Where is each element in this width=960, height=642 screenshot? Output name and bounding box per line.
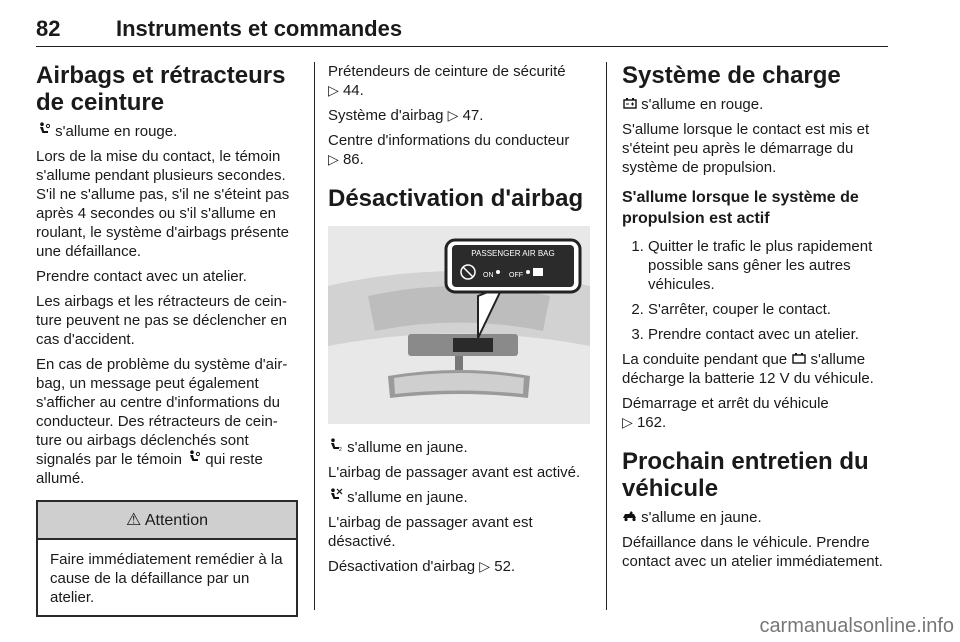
paragraph: En cas de problème du système d'airbag, un message peut également s'afficher au centre d'informations du conducteur. Des rétracteurs de ceinture ou airbags déclenchés sont signalés par le témoin qui reste allumé. [36, 356, 288, 487]
column-airbag-deactivation [328, 62, 592, 582]
paragraph: Les airbags et les rétracteurs de ceinture peuvent ne pas se déclencher en cas d'accident. [36, 293, 288, 348]
paragraph: s'allume en jaune. [328, 488, 592, 507]
reference-triangle-icon: ▷ [479, 558, 491, 574]
list-item: 3. Prendre contact avec un atelier. [648, 325, 888, 344]
column-airbags [36, 62, 298, 617]
reference-triangle-icon: ▷ [447, 107, 459, 123]
panel-title: PASSENGER AIR BAG [471, 249, 555, 258]
reference-triangle-icon: ▷ [328, 82, 339, 98]
section-title-airbag-deactivation: Désactivation d'airbag [328, 185, 584, 212]
seated-person-airbag-icon [36, 122, 51, 141]
on-label: ON [483, 272, 494, 279]
cross-reference[interactable]: Système d'airbag ▷ 47. [328, 107, 484, 124]
paragraph: s'allume en jaune. [622, 508, 888, 527]
off-label: OFF [509, 272, 523, 279]
battery-icon [622, 95, 637, 114]
column-divider [606, 62, 607, 610]
warning-box [36, 500, 298, 617]
section-title-airbags: Airbags et rétracteurs de ceinture [36, 62, 286, 116]
seated-person-airbag-icon [186, 450, 201, 469]
warning-header: ⚠ Attention [38, 502, 296, 540]
reference-triangle-icon: ▷ [328, 151, 339, 167]
paragraph: s'allume en rouge. [36, 122, 298, 141]
section-title-charging: Système de charge [622, 62, 841, 89]
svg-text:2: 2 [338, 447, 342, 452]
instruction-list [622, 237, 888, 344]
cross-reference[interactable]: Centre d'informations du conducteur ▷ 86. [328, 132, 570, 168]
list-item: 2. S'arrêter, couper le contact. [648, 300, 888, 319]
paragraph: Défaillance dans le véhicule. Prendre contact avec un atelier immédiatement. [622, 534, 883, 570]
paragraph: 2 s'allume en jaune. [328, 438, 592, 457]
section-title-service: Prochain entretien du véhicule [622, 448, 869, 502]
roof-console-figure [328, 226, 590, 424]
paragraph: La conduite pendant que s'allume décharge la batterie 12 V du véhicule. [622, 351, 874, 387]
subsection-title: S'allume lorsque le système de propulsion est actif [622, 189, 859, 227]
paragraph: L'airbag de passager avant est désactivé. [328, 514, 533, 550]
cross-reference[interactable]: Désactivation d'airbag ▷ 52. [328, 558, 516, 575]
paragraph: S'allume lorsque le contact est mis et s'éteint peu après le démarrage du système de propulsion. [622, 121, 870, 176]
wrench-car-icon [622, 508, 637, 527]
list-item: 1. Quitter le trafic le plus rapidement possible sans gêner les autres véhicules. [648, 237, 888, 294]
column-divider [314, 62, 315, 610]
reference-triangle-icon: ▷ [622, 414, 633, 430]
paragraph: s'allume en rouge. [622, 95, 888, 114]
cross-reference[interactable]: Démarrage et arrêt du véhicule ▷ 162. [622, 395, 829, 431]
page-number: 82 [36, 16, 61, 41]
airbag-off-icon [328, 488, 343, 507]
paragraph: L'airbag de passager avant est activé. [328, 464, 581, 481]
airbag-on-icon [328, 438, 343, 457]
battery-icon [791, 350, 806, 369]
paragraph: Prendre contact avec un atelier. [36, 268, 247, 285]
cross-reference[interactable]: Prétendeurs de ceinture de sécurité ▷ 44. [328, 63, 566, 99]
warning-text: Faire immédiatement remédier à la cause de la défaillance par un atelier. [50, 551, 283, 606]
column-charging-system [622, 62, 888, 577]
watermark: carmanualsonline.info [759, 615, 954, 637]
running-title: Instruments et commandes [116, 16, 403, 41]
warning-triangle-icon: ⚠ [126, 510, 142, 529]
page-header [36, 12, 888, 47]
paragraph: Lors de la mise du contact, le témoin s'allume pendant plusieurs secondes. S'il ne s'allume pas, s'il ne s'éteint pas après 4 secondes ou s'il s'allume en roulant, le système d'airbags présente une défaillance. [36, 148, 290, 260]
